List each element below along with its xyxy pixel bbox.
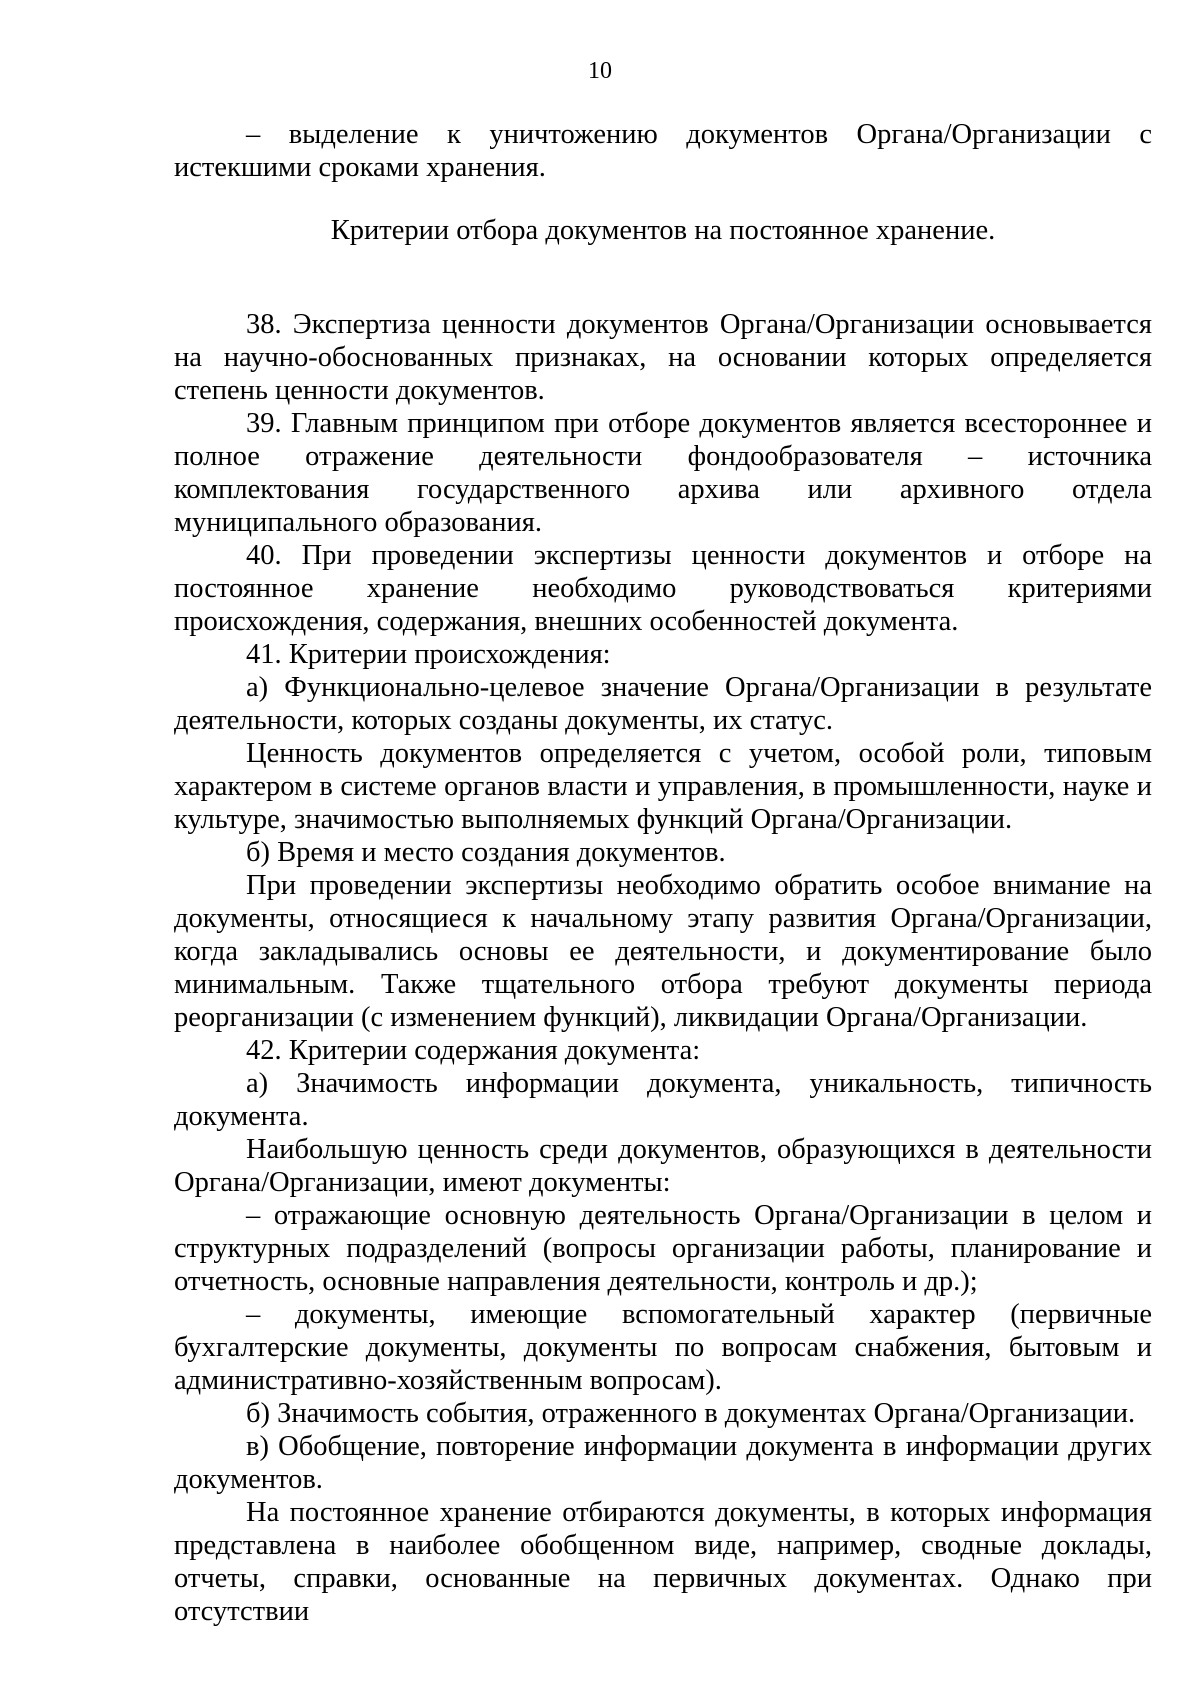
- paragraph: 41. Критерии происхождения:: [246, 639, 611, 670]
- paragraph: в) Обобщение, повторение информации документа в информации других документов.: [174, 1431, 1152, 1495]
- paragraph: Наибольшую ценность среди документов, образующихся в деятельности Органа/Организации, имеют документы:: [174, 1134, 1152, 1198]
- paragraph: 39. Главным принципом при отборе документов является всестороннее и полное отражение деятельности фондообразователя – источника комплектования государственного архива или архивного отдела муниципального образования.: [174, 408, 1152, 538]
- paragraph: а) Значимость информации документа, уникальность, типичность документа.: [174, 1068, 1152, 1132]
- paragraph: 40. При проведении экспертизы ценности документов и отборе на постоянное хранение необходимо руководствоваться критериями происхождения, содержания, внешних особенностей документа.: [174, 540, 1152, 637]
- page-number: 10: [588, 58, 612, 84]
- paragraph: б) Время и место создания документов.: [246, 837, 726, 868]
- document-body: [174, 118, 1152, 1628]
- paragraph: – документы, имеющие вспомогательный характер (первичные бухгалтерские документы, документы по вопросам снабжения, бытовым и административно-хозяйственным вопросам).: [174, 1299, 1152, 1396]
- paragraph: б) Значимость события, отраженного в документах Органа/Организации.: [246, 1398, 1136, 1429]
- paragraph: При проведении экспертизы необходимо обратить особое внимание на документы, относящиеся к начальному этапу развития Органа/Организации, когда закладывались основы ее деятельности, и документирование было минимальным. Также тщательного отбора требуют документы периода реорганизации (с изменением функций), ликвидации Органа/Организации.: [174, 870, 1152, 1033]
- paragraph: – отражающие основную деятельность Органа/Организации в целом и структурных подразделений (вопросы организации работы, планирование и отчетность, основные направления деятельности, контроль и др.);: [174, 1200, 1152, 1297]
- paragraph: 38. Экспертиза ценности документов Органа/Организации основывается на научно-обоснованных признаках, на основании которых определяется степень ценности документов.: [174, 309, 1152, 406]
- section-heading: Критерии отбора документов на постоянное хранение.: [330, 215, 996, 246]
- paragraph: а) Функционально-целевое значение Органа/Организации в результате деятельности, которых созданы документы, их статус.: [174, 672, 1152, 736]
- paragraph: Ценность документов определяется с учетом, особой роли, типовым характером в системе органов власти и управления, в промышленности, науке и культуре, значимостью выполняемых функций Органа/Организации.: [174, 738, 1152, 835]
- paragraph: – выделение к уничтожению документов Органа/Организации с истекшими сроками хранения.: [174, 119, 1152, 183]
- paragraph: 42. Критерии содержания документа:: [246, 1035, 701, 1066]
- paragraph: На постоянное хранение отбираются документы, в которых информация представлена в наиболее обобщенном виде, например, сводные доклады, отчеты, справки, основанные на первичных документах. Однако при отсутствии: [174, 1497, 1152, 1627]
